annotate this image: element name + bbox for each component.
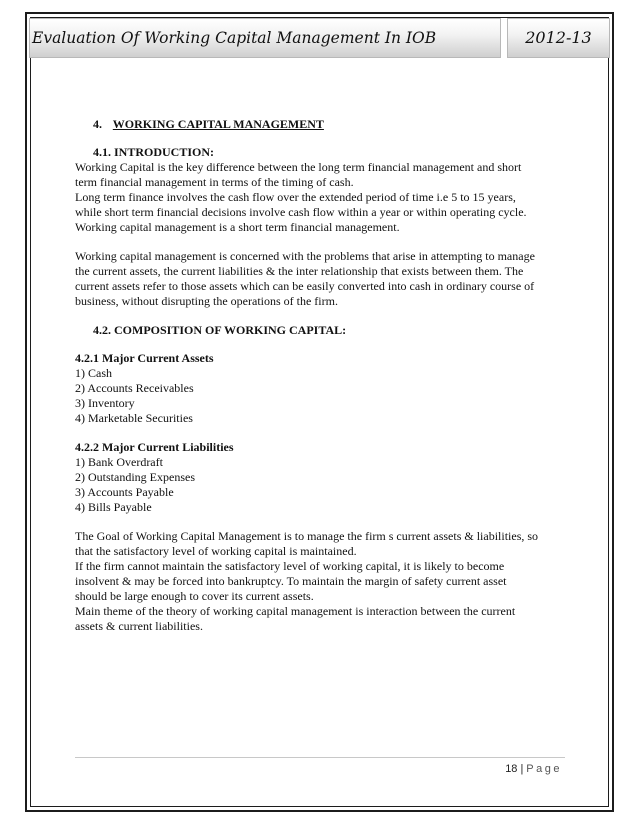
intro-line: Working capital management is a short term financial management. xyxy=(75,220,400,234)
goal-line: that the satisfactory level of working capital is maintained. xyxy=(75,544,357,558)
goal-line: insolvent & may be forced into bankruptcy. To maintain the margin of safety current asset xyxy=(75,574,507,588)
goal-line: should be large enough to cover its current assets. xyxy=(75,589,314,603)
footer-divider xyxy=(75,757,565,758)
header-year: 2012-13 xyxy=(507,18,610,58)
section-title: WORKING CAPITAL MANAGEMENT xyxy=(112,117,324,131)
paragraph-gap xyxy=(75,235,575,249)
intro-para2-line: business, without disrupting the operations of the firm. xyxy=(75,294,338,308)
list-item: 1) Cash xyxy=(75,366,112,380)
current-assets-list xyxy=(75,366,575,426)
section-heading xyxy=(93,117,575,132)
list-item: 3) Inventory xyxy=(75,396,135,410)
list-item: 3) Accounts Payable xyxy=(75,485,174,499)
list-item: 2) Outstanding Expenses xyxy=(75,470,195,484)
goal-line: assets & current liabilities. xyxy=(75,619,203,633)
page-label: Page xyxy=(526,763,562,775)
paragraph-gap xyxy=(75,426,575,440)
paragraph-gap xyxy=(75,309,575,323)
current-assets-heading: 4.2.1 Major Current Assets xyxy=(75,351,214,365)
intro-para2-line: Working capital management is concerned with the problems that arise in attempting to manage xyxy=(75,249,535,263)
page-footer xyxy=(420,763,562,775)
list-item: 4) Bills Payable xyxy=(75,500,152,514)
list-item: 4) Marketable Securities xyxy=(75,411,193,425)
composition-heading: 4.2. COMPOSITION OF WORKING CAPITAL: xyxy=(93,323,347,337)
current-liabilities-heading: 4.2.2 Major Current Liabilities xyxy=(75,440,234,454)
footer-separator: | xyxy=(520,763,524,775)
current-liabilities-list xyxy=(75,455,575,515)
intro-para2-line: the current assets, the current liabilities & the inter relationship that exists between them. The xyxy=(75,264,524,278)
page-number: 18 xyxy=(505,763,518,775)
list-item: 1) Bank Overdraft xyxy=(75,455,163,469)
header-title: Evaluation Of Working Capital Management In IOB xyxy=(29,18,501,58)
paragraph-gap xyxy=(75,515,575,529)
goal-line: If the firm cannot maintain the satisfactory level of working capital, it is likely to become xyxy=(75,559,505,573)
section-number: 4. xyxy=(93,117,102,131)
goal-line: Main theme of the theory of working capital management is interaction between the current xyxy=(75,604,516,618)
document-body xyxy=(75,117,575,634)
list-item: 2) Accounts Receivables xyxy=(75,381,194,395)
intro-line: while short term financial decisions involve cash flow within a year or within operating cycle. xyxy=(75,205,527,219)
goal-line: The Goal of Working Capital Management is to manage the firm s current assets & liabilities, so xyxy=(75,529,539,543)
intro-line: term financial management in terms of the timing of cash. xyxy=(75,175,354,189)
introduction-heading: 4.1. INTRODUCTION: xyxy=(93,145,215,159)
page-header xyxy=(29,18,610,58)
intro-para2-line: current assets refer to those assets which can be easily converted into cash in ordinary course of xyxy=(75,279,535,293)
intro-line: Long term finance involves the cash flow over the extended period of time i.e 5 to 15 years, xyxy=(75,190,516,204)
intro-line: Working Capital is the key difference between the long term financial management and short xyxy=(75,160,522,174)
